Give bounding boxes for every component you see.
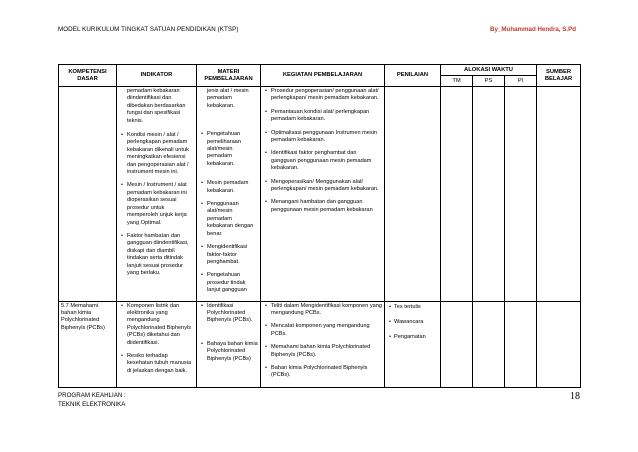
header-pi: PI: [505, 76, 537, 87]
cell-pi: [505, 87, 537, 302]
list-item: • Bahan kimia Polychlorinated Biphenyls (PCBs).: [265, 364, 368, 379]
list-item: • Menangani hambatan dan gangguan penggunaan mesin pemadam kebakaran: [265, 199, 373, 213]
list-item: • Komponen listrik dan elektronika yang mengandung Polychlorinated Biphenyls (PCBs) diketahui dan diidentifikasi.: [121, 302, 192, 346]
table-row: [59, 301, 581, 387]
cell-indikator: [117, 301, 197, 387]
cell-kompetensi: [59, 87, 117, 302]
list-item: • Mesin / Instrument / alat pemadam kebakaran ini dioperasikan sesuai prosedur untuk memperoleh unjuk kerja yang Optimal.: [121, 182, 187, 226]
list-item: • Pengetahuan pemeliharaan alat/mesin pemadam kebakaran.: [201, 131, 241, 167]
list-item: • Memahami bahan kimia Polychlorinated Biphenyls (PCBs).: [265, 344, 371, 358]
header-kegiatan: KEGIATAN PEMBELAJARAN: [261, 65, 385, 87]
list-item: • Resiko terhadap kesehatan tubuh manusia di jelaskan dengan baik.: [121, 352, 192, 374]
cell-materi: [197, 301, 261, 387]
list-item: • Teliti dalam Mengidentifikasi komponen yang mengandung PCBs.: [265, 302, 383, 316]
syllabus-table: [58, 64, 581, 388]
list-item: • Faktor hambatan dan gangguan diindentifikasi, diskapi dan diambil tindakan serta ditindak lanjuti sesuai prosedur yang berlaku.: [121, 232, 189, 276]
list-item: • Wawancara: [389, 318, 424, 325]
header-materi: MATERI PEMBELAJARAN: [197, 65, 261, 87]
footer-program: [58, 391, 126, 409]
header-ps: PS: [473, 76, 505, 87]
list-item: • Penggunaan alat/mesin pemadam kebakaran dengan benar.: [201, 201, 254, 237]
header-sumber-belajar: SUMBER BELAJAR: [537, 65, 581, 87]
materi-continued: jenis alat / mesin pemadam kebakaran.: [207, 88, 249, 109]
page-number: 18: [570, 391, 580, 402]
list-item: • Optimalisasi penggunaan Instrumen mesin pemadam kebakaran.: [265, 129, 378, 144]
header-kompetensi-dasar: KOMPETENSI DASAR: [59, 65, 117, 87]
list-item: • Mesin pemadam kebakaran.: [201, 180, 249, 194]
cell-indikator: [117, 87, 197, 302]
cell-tm: [441, 87, 473, 302]
header-tm: TM: [441, 76, 473, 87]
footer-line-1: PROGRAM KEAHLIAN :: [58, 392, 126, 399]
cell-sumber: [537, 87, 581, 302]
list-item: • Identifikasi Polychlorinated Biphenyls (PCBs).: [201, 302, 253, 324]
cell-pi: [505, 301, 537, 387]
header-indikator: INDIKATOR: [117, 65, 197, 87]
list-item: • Kondisi mesin / alat / perlengkapan pemadam kebakaran dikenali untuk meningkatkan efesiensi dan pengoperasian alat / instrument mesin ini.: [121, 132, 189, 176]
list-item: • Identifikasi faktor penghambat dan gangguan penggunaan mesin pemadam kebakaran.: [265, 150, 372, 172]
document-header-author: By_Muhammad Hendra, S.Pd: [490, 26, 576, 33]
list-item: • Tes tertulis: [389, 303, 421, 310]
list-item: • Prosedur pengoperasian/ penggunaan alat/ perlengkapan/ mesin pemadam kebakaran.: [265, 88, 379, 102]
cell-tm: [441, 301, 473, 387]
cell-kompetensi: [59, 301, 117, 387]
cell-penilaian: [385, 301, 441, 387]
list-item: • Pengetahuan prosedur tindak lanjut gangguan: [201, 272, 247, 294]
header-penilaian: PENILAIAN: [385, 65, 441, 87]
list-item: • Pengamatan: [389, 334, 426, 341]
cell-materi: [197, 87, 261, 302]
footer-line-2: TEKNIK ELEKTRONIKA: [58, 401, 126, 408]
cell-ps: [473, 301, 505, 387]
list-item: • Bahaya bahan kimia Polychlorinated Biphenyls (PCBs): [201, 340, 258, 362]
header-alokasi-waktu: ALOKASI WAKTU: [441, 65, 537, 76]
cell-sumber: [537, 301, 581, 387]
table-row: [59, 87, 581, 302]
kompetensi-number: 5.7: [61, 302, 69, 309]
cell-kegiatan: [261, 87, 385, 302]
list-item: • Mengoperasikan/ Menggunakan alat/ perlengkapan/ mesin pemadam kebakaran.: [265, 178, 379, 193]
document-header-title: MODEL KURIKULUM TINGKAT SATUAN PENDIDIKAN (KTSP): [58, 26, 239, 33]
indikator-continued: pemadam kebakaran diindentifikasi dan dibedakan berdasarkan fungsi dan spesifikasi teknis.: [127, 88, 186, 124]
list-item: • Pemantauan kondisi alat/ perlengkapan pemadam kebakaran.: [265, 108, 370, 123]
list-item: • Mencatat komponen yang mengandung PCBs.: [265, 323, 370, 337]
list-item: • Mengidentifikasi faktor-faktor penghambat.: [201, 244, 248, 265]
kompetensi-text: Memahami bahan kimia Polychlorinated Biphenyls (PCBs): [61, 302, 105, 331]
cell-penilaian: [385, 87, 441, 302]
cell-kegiatan: [261, 301, 385, 387]
cell-ps: [473, 87, 505, 302]
